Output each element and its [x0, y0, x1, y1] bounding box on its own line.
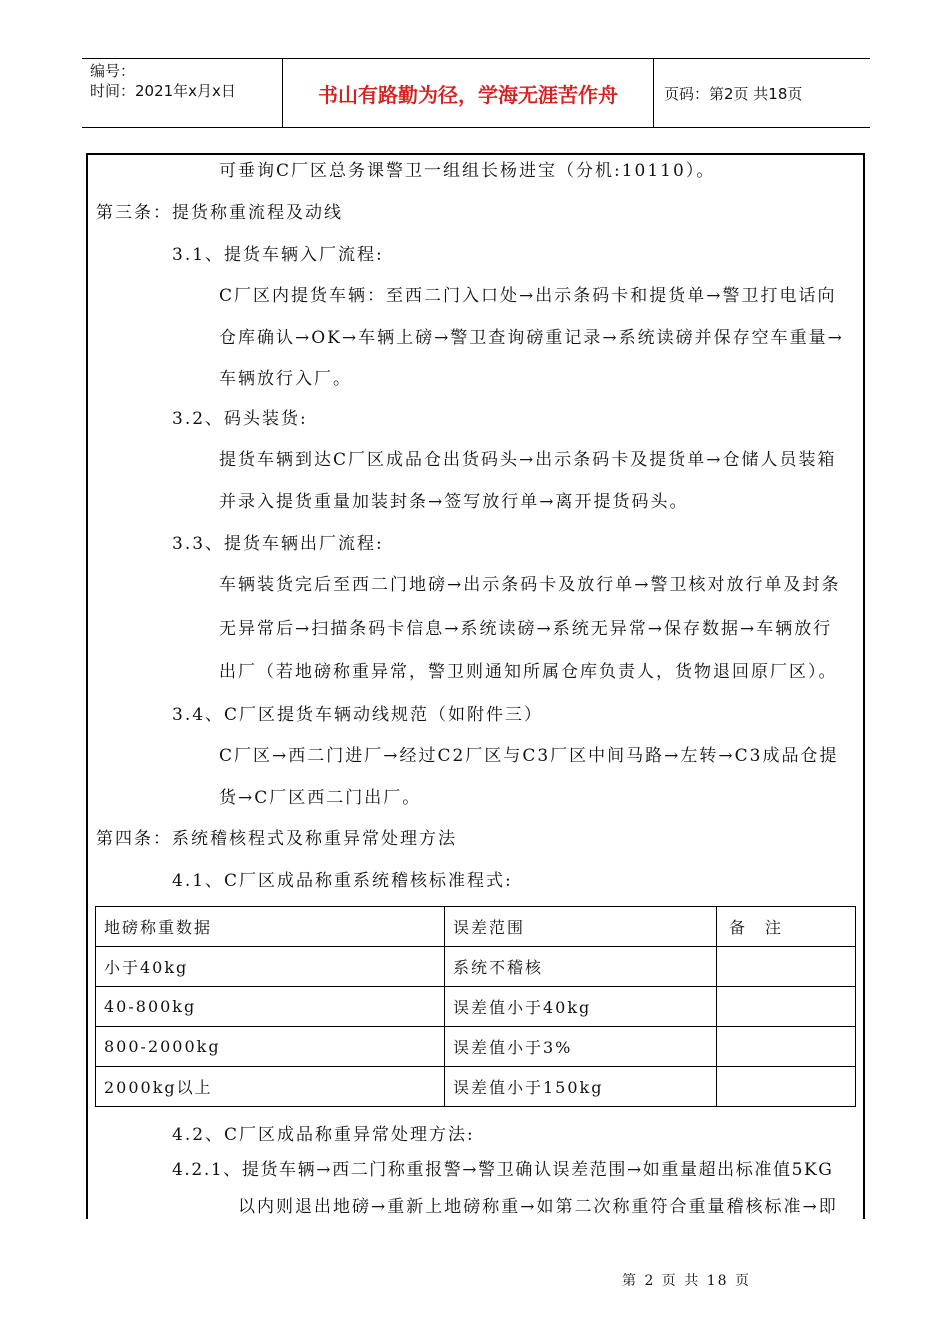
header-motto: 书山有路勤为径，学海无涯苦作舟	[282, 59, 654, 127]
table-cell: 800-2000kg	[96, 1027, 445, 1067]
text-line: 可垂询C厂区总务课警卫一组组长杨进宝（分机:10110）。	[219, 161, 716, 181]
table-row	[96, 1027, 856, 1067]
text-line: C厂区→西二门进厂→经过C2厂区与C3厂区中间马路→左转→C3成品仓提	[219, 746, 839, 766]
table-row	[96, 947, 856, 987]
subsection-heading: 4.2、C厂区成品称重异常处理方法:	[172, 1125, 475, 1145]
subsection-heading: 3.2、码头装货:	[172, 409, 308, 429]
section-heading: 第四条：系统稽核程式及称重异常处理方法	[96, 829, 457, 849]
date-label: 时间：2021年x月x日	[90, 82, 236, 100]
text-line: 车辆装货完后至西二门地磅→出示条码卡及放行单→警卫核对放行单及封条	[219, 575, 841, 595]
table-row	[96, 1067, 856, 1107]
table-cell	[717, 987, 856, 1027]
subsection-heading: 3.3、提货车辆出厂流程:	[172, 534, 384, 554]
text-line: C厂区内提货车辆：至西二门入口处→出示条码卡和提货单→警卫打电话向	[219, 286, 837, 306]
table-cell: 误差值小于150kg	[445, 1067, 717, 1107]
table-header-row	[96, 907, 856, 947]
weighing-standard-table	[95, 906, 856, 1107]
table-cell: 系统不稽核	[445, 947, 717, 987]
text-line: 以内则退出地磅→重新上地磅称重→如第二次称重符合重量稽核标准→即	[238, 1197, 838, 1217]
table-cell	[717, 947, 856, 987]
table-cell: 2000kg以上	[96, 1067, 445, 1107]
text-line: 并录入提货重量加装封条→签写放行单→离开提货码头。	[219, 492, 689, 512]
table-cell: 40-800kg	[96, 987, 445, 1027]
table-cell	[717, 1027, 856, 1067]
table-header-cell: 备 注	[717, 907, 856, 947]
subsection-heading: 4.1、C厂区成品称重系统稽核标准程式:	[172, 871, 513, 891]
serial-number-label: 编号：	[90, 62, 136, 80]
header-meta	[90, 61, 236, 101]
subsection-heading: 3.4、C厂区提货车辆动线规范（如附件三）	[172, 705, 544, 725]
table-cell: 小于40kg	[96, 947, 445, 987]
text-line: 无异常后→扫描条码卡信息→系统读磅→系统无异常→保存数据→车辆放行	[219, 619, 833, 639]
header-page-info: 页码：第2页 共18页	[664, 85, 803, 103]
table-header-cell: 误差范围	[445, 907, 717, 947]
page-footer: 第 2 页 共 18 页	[622, 1273, 751, 1289]
table-cell: 误差值小于3%	[445, 1027, 717, 1067]
section-heading: 第三条：提货称重流程及动线	[96, 203, 343, 223]
text-line: 提货车辆到达C厂区成品仓出货码头→出示条码卡及提货单→仓储人员装箱	[219, 450, 837, 470]
text-line: 4.2.1、提货车辆→西二门称重报警→警卫确认误差范围→如重量超出标准值5KG	[172, 1160, 834, 1180]
text-line: 车辆放行入厂。	[219, 369, 352, 389]
table-cell	[717, 1067, 856, 1107]
text-line: 货→C厂区西二门出厂。	[219, 788, 422, 808]
subsection-heading: 3.1、提货车辆入厂流程:	[172, 245, 384, 265]
table-row	[96, 987, 856, 1027]
text-line: 仓库确认→OK→车辆上磅→警卫查询磅重记录→系统读磅并保存空车重量→	[219, 328, 844, 348]
text-line: 出厂（若地磅称重异常，警卫则通知所属仓库负责人，货物退回原厂区）。	[219, 662, 838, 682]
page-header	[82, 58, 870, 128]
table-cell: 误差值小于40kg	[445, 987, 717, 1027]
table-header-cell: 地磅称重数据	[96, 907, 445, 947]
